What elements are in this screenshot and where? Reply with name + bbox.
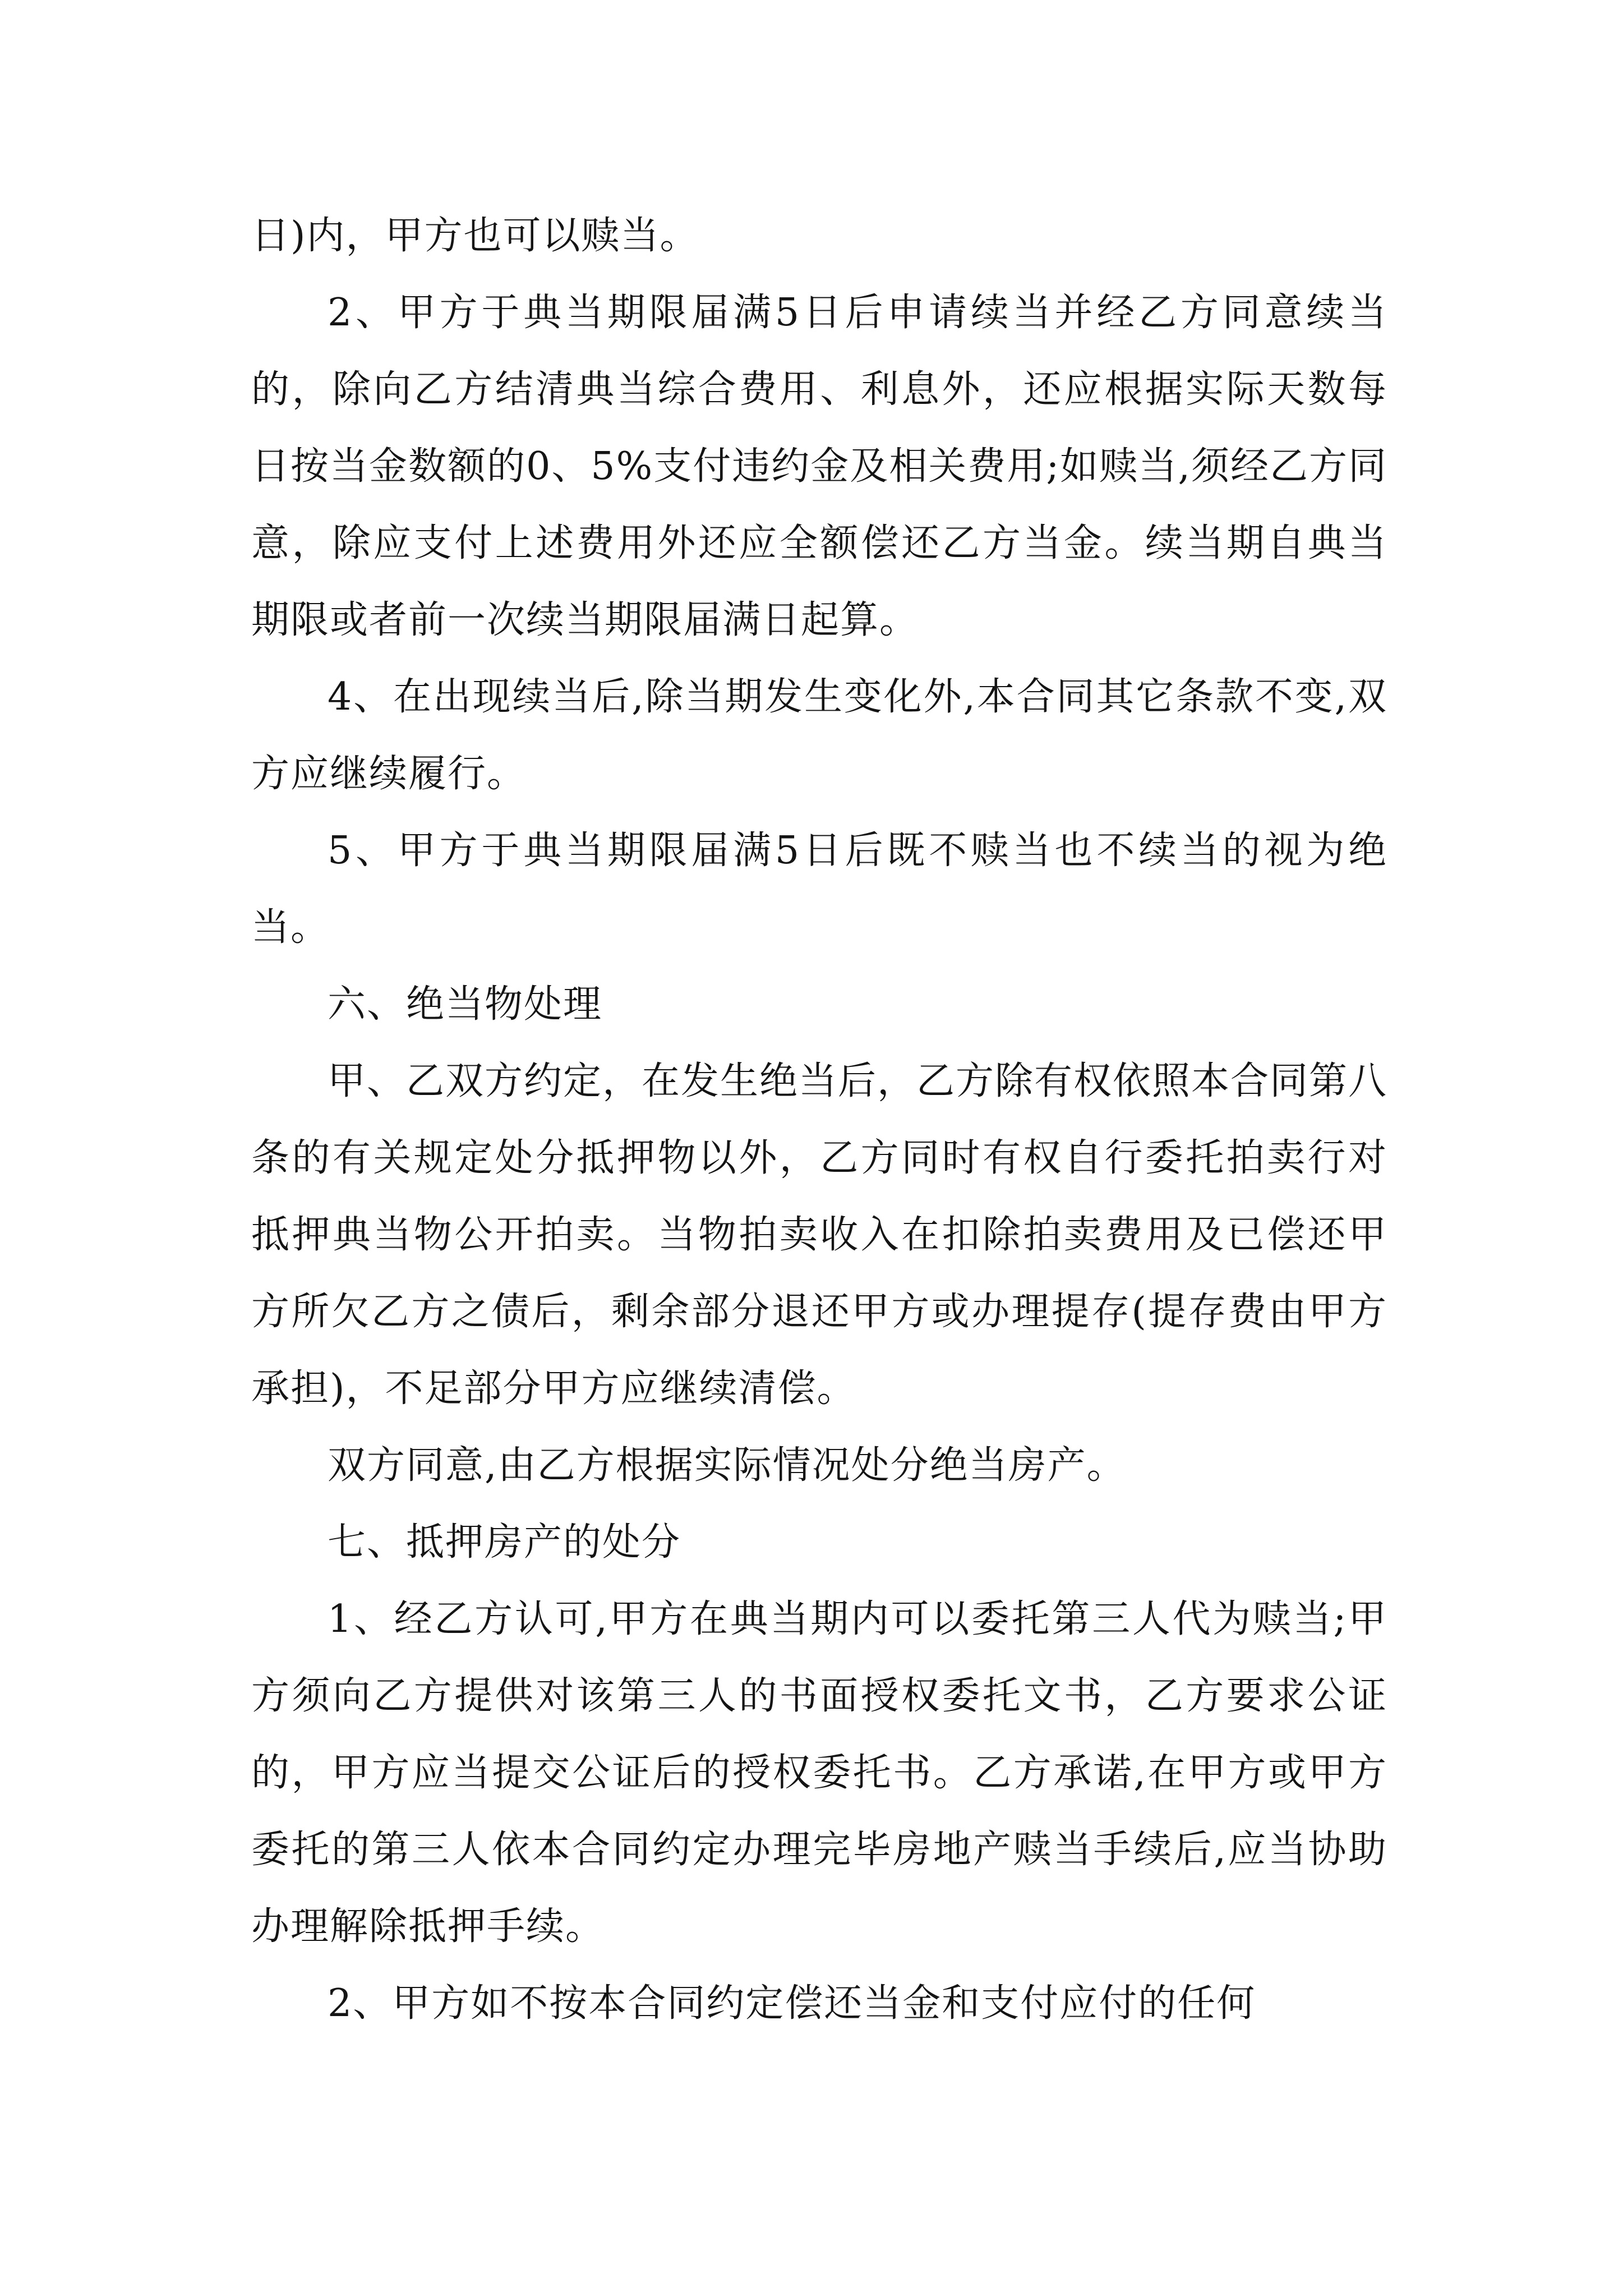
paragraph-clause-4: 4、在出现续当后,除当期发生变化外,本合同其它条款不变,双方应继续履行。 xyxy=(251,675,1387,796)
paragraph-agreement: 双方同意,由乙方根据实际情况处分绝当房产。 xyxy=(328,1443,1126,1488)
paragraph-clause-5: 5、甲方于典当期限届满5日后既不赎当也不续当的视为绝当。 xyxy=(251,829,1387,950)
paragraph-clause-1-third-party: 1、经乙方认可,甲方在典当期内可以委托第三人代为赎当;甲方须向乙方提供对该第三人的书面授权委托文书，乙方要求公证的，甲方应当提交公证后的授权委托书。乙方承诺,在甲方或甲方委托的第三人依本合同约定办理完毕房地产赎当手续后,应当协助办理解除抵押手续。 xyxy=(251,1597,1387,1949)
paragraph-clause-2-renewal: 2、甲方于典当期限届满5日后申请续当并经乙方同意续当的，除向乙方结清典当综合费用、利息外，还应根据实际天数每日按当金数额的0、5%支付违约金及相关费用;如赎当,须经乙方同意，除应支付上述费用外还应全额偿还乙方当金。续当期自典当期限或者前一次续当期限届满日起算。 xyxy=(251,291,1387,642)
paragraph-clause-2-default: 2、甲方如不按本合同约定偿还当金和支付应付的任何 xyxy=(328,1981,1256,2026)
paragraph-forfeited-handling: 甲、乙双方约定，在发生绝当后，乙方除有权依照本合同第八条的有关规定处分抵押物以外，乙方同时有权自行委托拍卖行对抵押典当物公开拍卖。当物拍卖收入在扣除拍卖费用及已偿还甲方所欠乙方之债后，剩余部分退还甲方或办理提存(提存费由甲方承担)，不足部分甲方应继续清偿。 xyxy=(251,1059,1388,1411)
paragraph-redemption-period: 日)内，甲方也可以赎当。 xyxy=(251,214,699,258)
document-body xyxy=(251,197,1387,2042)
section-heading-6: 六、绝当物处理 xyxy=(328,982,603,1027)
section-heading-7: 七、抵押房产的处分 xyxy=(328,1520,681,1565)
